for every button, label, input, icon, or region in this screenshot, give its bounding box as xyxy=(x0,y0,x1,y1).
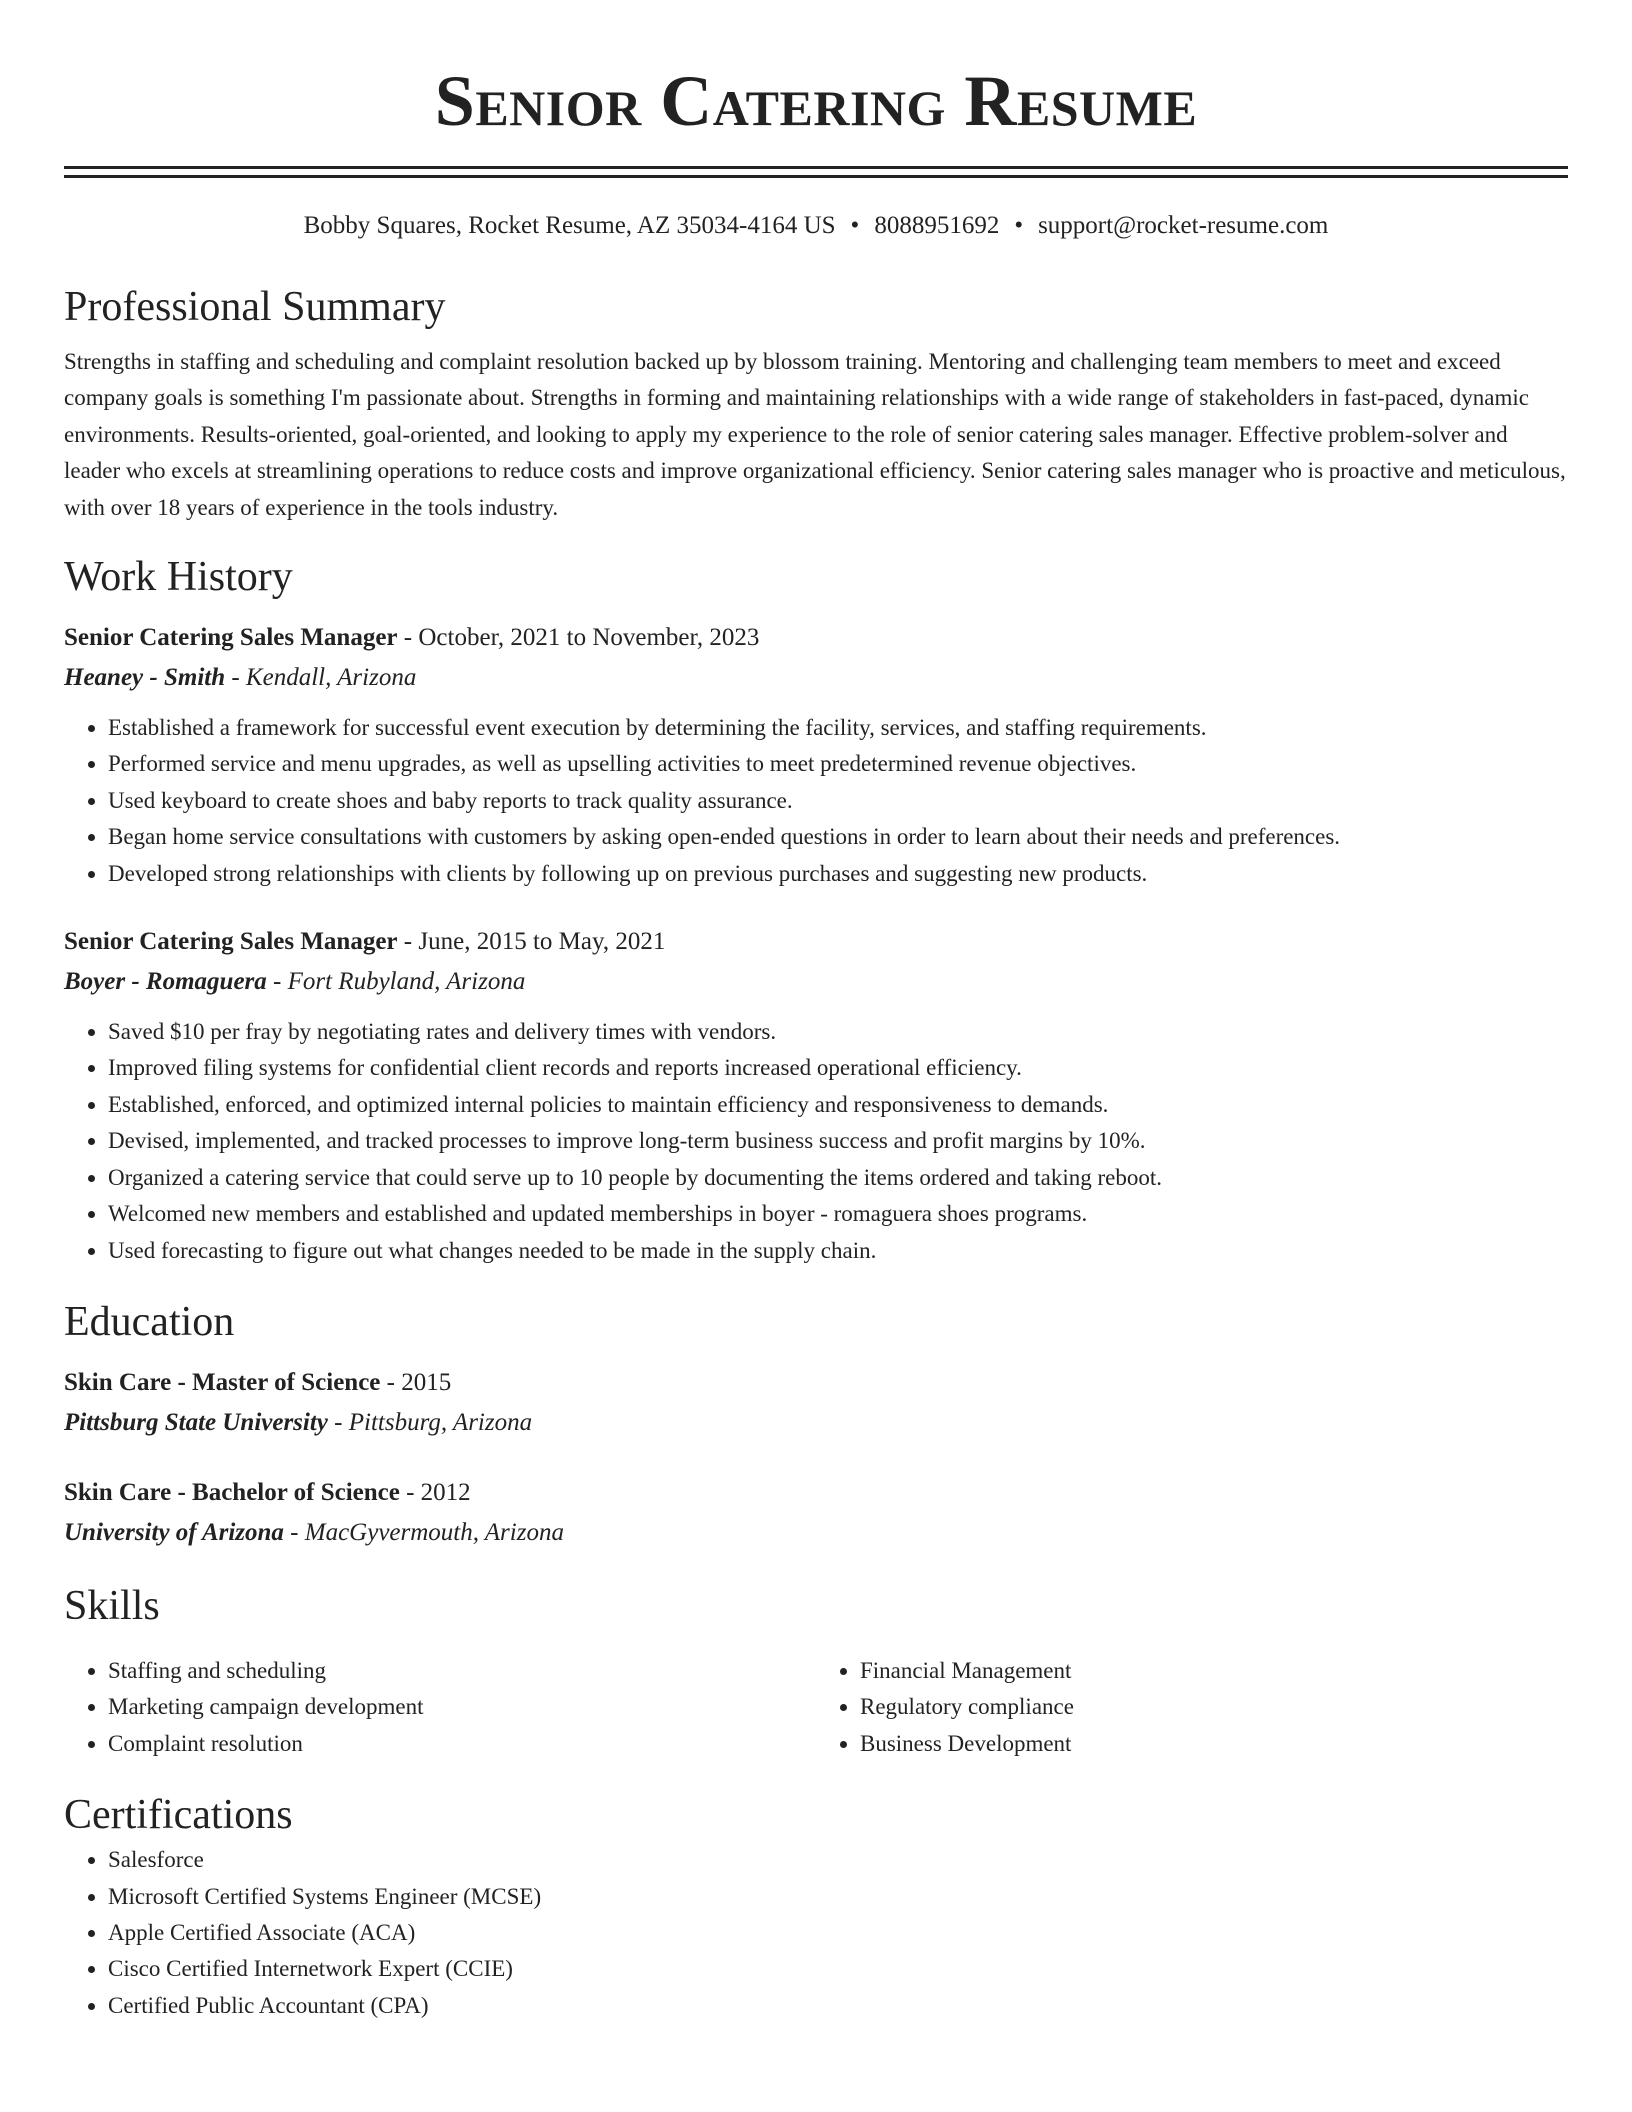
skill-item: • Marketing campaign development xyxy=(108,1689,816,1725)
title-divider xyxy=(64,166,1568,178)
education-year: - 2015 xyxy=(380,1368,452,1396)
education-entry xyxy=(64,1473,1568,1553)
summary-text: Strengths in staffing and scheduling and complaint resolution backed up by blossom training. Mentoring and challenging team members to meet and exceed company goals is something I'm passionate about. Strengths in forming and maintaining relationships with a wide range of stakeholders in fast-paced, dynamic environments. Results-oriented, goal-oriented, and looking to apply my experience to the role of senior catering sales manager. Effective problem-solver and leader who excels at streamlining operations to reduce costs and improve organizational efficiency. Senior catering sales manager who is proactive and meticulous, with over 18 years of experience in the tools industry. xyxy=(64,349,1566,520)
certification-item: • Certified Public Accountant (CPA) xyxy=(108,1988,1568,2024)
skill-item: • Business Development xyxy=(860,1726,1568,1762)
contact-phone: 8088951692 xyxy=(874,212,1000,239)
job-bullets xyxy=(64,710,1568,892)
skills-heading: Skills xyxy=(64,1582,160,1629)
education-school-line xyxy=(64,1513,1568,1553)
job-entry xyxy=(64,618,1568,892)
skills-column-right xyxy=(816,1653,1568,1762)
skill-item: • Complaint resolution xyxy=(108,1726,816,1762)
resume-title: Senior Catering Resume xyxy=(434,61,1198,141)
education-degree-line xyxy=(64,1473,1568,1513)
job-bullet: • Saved $10 per fray by negotiating rates and delivery times with vendors. xyxy=(108,1014,1568,1050)
education-degree: Skin Care - Master of Science xyxy=(64,1368,381,1396)
job-header xyxy=(64,922,1568,962)
contact-separator: • xyxy=(850,212,860,239)
summary-heading: Professional Summary xyxy=(64,284,446,330)
education-degree-line xyxy=(64,1363,1568,1403)
job-entry xyxy=(64,922,1568,1269)
contact-address: Bobby Squares, Rocket Resume, AZ 35034-4164 US xyxy=(303,212,836,239)
education-location: - Pittsburg, Arizona xyxy=(327,1408,533,1436)
education-school: Pittsburg State University xyxy=(64,1408,328,1436)
job-company: Boyer - Romaguera xyxy=(64,968,267,996)
education-school: University of Arizona xyxy=(64,1518,284,1546)
education-year: - 2012 xyxy=(399,1478,471,1506)
job-bullet: • Organized a catering service that could serve up to 10 people by documenting the items ordered and taking reboot. xyxy=(108,1160,1568,1196)
job-header xyxy=(64,618,1568,658)
job-bullet: • Established, enforced, and optimized internal policies to maintain efficiency and responsiveness to demands. xyxy=(108,1087,1568,1123)
job-employer xyxy=(64,658,1568,698)
education-entry xyxy=(64,1363,1568,1443)
job-role: Senior Catering Sales Manager xyxy=(64,624,398,652)
job-bullet: • Devised, implemented, and tracked processes to improve long-term business success and profit margins by 10%. xyxy=(108,1123,1568,1159)
work-history-heading: Work History xyxy=(64,554,293,601)
education-heading: Education xyxy=(64,1298,235,1345)
job-bullet: • Used forecasting to figure out what changes needed to be made in the supply chain. xyxy=(108,1233,1568,1269)
skills-column-left xyxy=(64,1653,816,1762)
job-dates: - June, 2015 to May, 2021 xyxy=(397,928,666,956)
skill-item: • Staffing and scheduling xyxy=(108,1653,816,1689)
job-bullet: • Performed service and menu upgrades, as well as upselling activities to meet predetermined revenue objectives. xyxy=(108,746,1568,782)
education-degree: Skin Care - Bachelor of Science xyxy=(64,1478,400,1506)
job-location: - Kendall, Arizona xyxy=(225,664,417,692)
skill-item: • Regulatory compliance xyxy=(860,1689,1568,1725)
job-bullet: • Used keyboard to create shoes and baby reports to track quality assurance. xyxy=(108,783,1568,819)
education-location: - MacGyvermouth, Arizona xyxy=(283,1518,564,1546)
certification-item: • Apple Certified Associate (ACA) xyxy=(108,1915,1568,1951)
job-location: - Fort Rubyland, Arizona xyxy=(266,968,526,996)
job-company: Heaney - Smith xyxy=(64,664,226,692)
job-role: Senior Catering Sales Manager xyxy=(64,928,398,956)
contact-line xyxy=(64,208,1568,244)
job-bullet: • Began home service consultations with customers by asking open-ended questions in order to learn about their needs and preferences. xyxy=(108,819,1568,855)
job-bullet: • Developed strong relationships with clients by following up on previous purchases and suggesting new products. xyxy=(108,856,1568,892)
contact-separator: • xyxy=(1014,212,1024,239)
job-dates: - October, 2021 to November, 2023 xyxy=(397,624,760,652)
job-bullets xyxy=(64,1014,1568,1269)
certifications-list xyxy=(64,1842,1568,2024)
certification-item: • Cisco Certified Internetwork Expert (CCIE) xyxy=(108,1951,1568,1987)
job-bullet: • Improved filing systems for confidential client records and reports increased operational efficiency. xyxy=(108,1050,1568,1086)
skill-item: • Financial Management xyxy=(860,1653,1568,1689)
skills-grid xyxy=(64,1653,1568,1762)
job-employer xyxy=(64,962,1568,1002)
certification-item: • Salesforce xyxy=(108,1842,1568,1878)
certifications-heading: Certifications xyxy=(64,1792,293,1839)
certification-item: • Microsoft Certified Systems Engineer (MCSE) xyxy=(108,1879,1568,1915)
job-bullet: • Welcomed new members and established and updated memberships in boyer - romaguera shoes programs. xyxy=(108,1196,1568,1232)
contact-email: support@rocket-resume.com xyxy=(1038,212,1329,239)
job-bullet: • Established a framework for successful event execution by determining the facility, services, and staffing requirements. xyxy=(108,710,1568,746)
education-school-line xyxy=(64,1403,1568,1443)
